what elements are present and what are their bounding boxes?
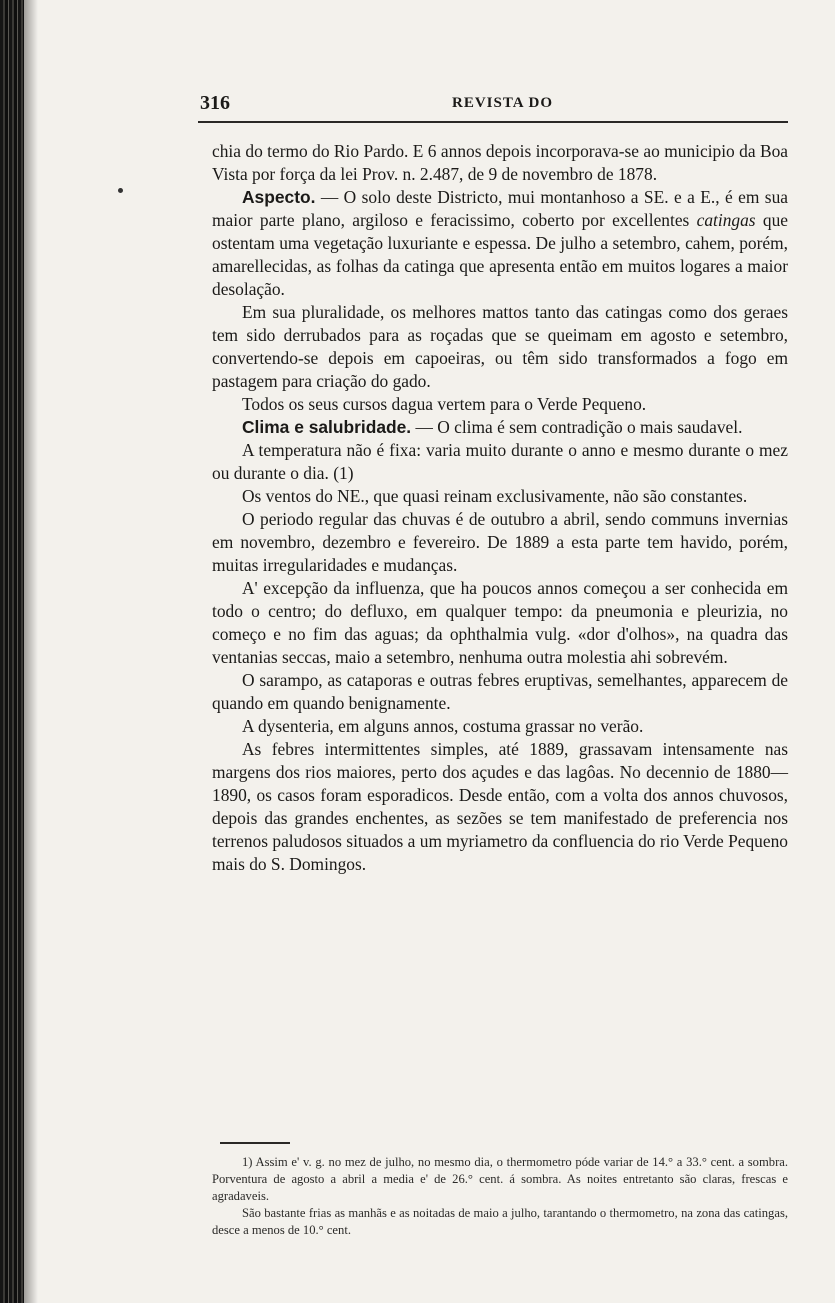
footnote-1: 1) Assim e' v. g. no mez de julho, no mesmo dia, o thermometro póde variar de 14.° a 33.° cent. a sombra. Porventura de agosto a abril a media e' de 26.° cent. á sombra. As noites entretanto são claras, frescas e agradaveis. [212,1155,788,1203]
page-number: 316 [200,92,230,114]
book-spine-edge [0,0,24,1303]
gutter-shadow [24,0,38,1303]
aspecto-text: — O solo deste Districto, mui montanhoso a SE. e a E., é em sua maior parte plano, argiloso e feracissimo, coberto por excellentes [212,187,788,230]
paragraph-cursos: Todos os seus cursos dagua vertem para o Verde Pequeno. [242,394,647,414]
aspecto-catingas-italic: catingas [696,210,756,230]
paragraph-chuvas: O periodo regular das chuvas é de outubro a abril, sendo communs invernias em novembro, dezembro e fevereiro. De 1889 a esta parte tem havido, porém, muitas irregularidades e mudanças. [212,509,788,575]
header-rule [198,121,788,123]
footnotes [212,1154,788,1239]
paragraph-mattos: Em sua pluralidade, os melhores mattos tanto das catingas como dos geraes tem sido derrubados para as roçadas que se queimam em agosto e setembro, convertendo-se depois em capoeiras, ou têm sido transformados a fogo em pastagem para criação do gado. [212,302,788,391]
paragraph-dysenteria: A dysenteria, em alguns annos, costuma grassar no verão. [242,716,644,736]
paragraph-clima [212,416,788,439]
paragraph-temperatura: A temperatura não é fixa: varia muito durante o anno e mesmo durante o mez ou durante o dia. (1) [212,440,788,483]
paragraph-febres: As febres intermittentes simples, até 1889, grassavam intensamente nas margens dos rios maiores, perto dos açudes e das lagôas. No decennio de 1880—1890, os casos foram esporadicos. Desde então, com a volta dos annos chuvosos, depois das grandes enchentes, as sezões se tem manifestado de preferencia nos terrenos paludosos situados a um myriametro da confluencia do rio Verde Pequeno mais do S. Domingos. [212,739,788,874]
margin-speck [118,188,123,193]
footnote-rule [220,1142,290,1144]
paragraph-aspecto [212,186,788,301]
paragraph-molestias: A' excepção da influenza, que ha poucos annos começou a ser conhecida em todo o centro; do defluxo, em qualquer tempo: da pneumonia e pleurizia, no começo e no fim das aguas; da ophthalmia vulg. «dor d'olhos», na quadra das ventanias seccas, maio a setembro, nenhuma outra molestia ahi sobrevém. [212,578,788,667]
aspecto-text-2: que ostentam uma vegetação luxuriante e espessa. De julho a setembro, cahem, porém, amarellecidas, as folhas da catinga que apresenta então em muitos logares a maior desolação. [212,210,788,299]
paragraph-municipio: chia do termo do Rio Pardo. E 6 annos depois incorporava-se ao municipio da Boa Vista por força da lei Prov. n. 2.487, de 9 de novembro de 1878. [212,141,788,184]
section-heading-aspecto: Aspecto. [242,187,316,207]
section-heading-clima: Clima e salubridade. [242,417,412,437]
running-head: REVISTA DO [452,95,553,111]
body-text [212,140,788,876]
paragraph-ventos: Os ventos do NE., que quasi reinam exclusivamente, não são constantes. [242,486,748,506]
paragraph-sarampo: O sarampo, as cataporas e outras febres eruptivas, semelhantes, apparecem de quando em quando benignamente. [212,670,788,713]
footnote-2: São bastante frias as manhãs e as noitadas de maio a julho, tarantando o thermometro, na zona das catingas, desce a menos de 10.° cent. [212,1206,788,1237]
clima-text: — O clima é sem contradição o mais saudavel. [411,417,743,437]
